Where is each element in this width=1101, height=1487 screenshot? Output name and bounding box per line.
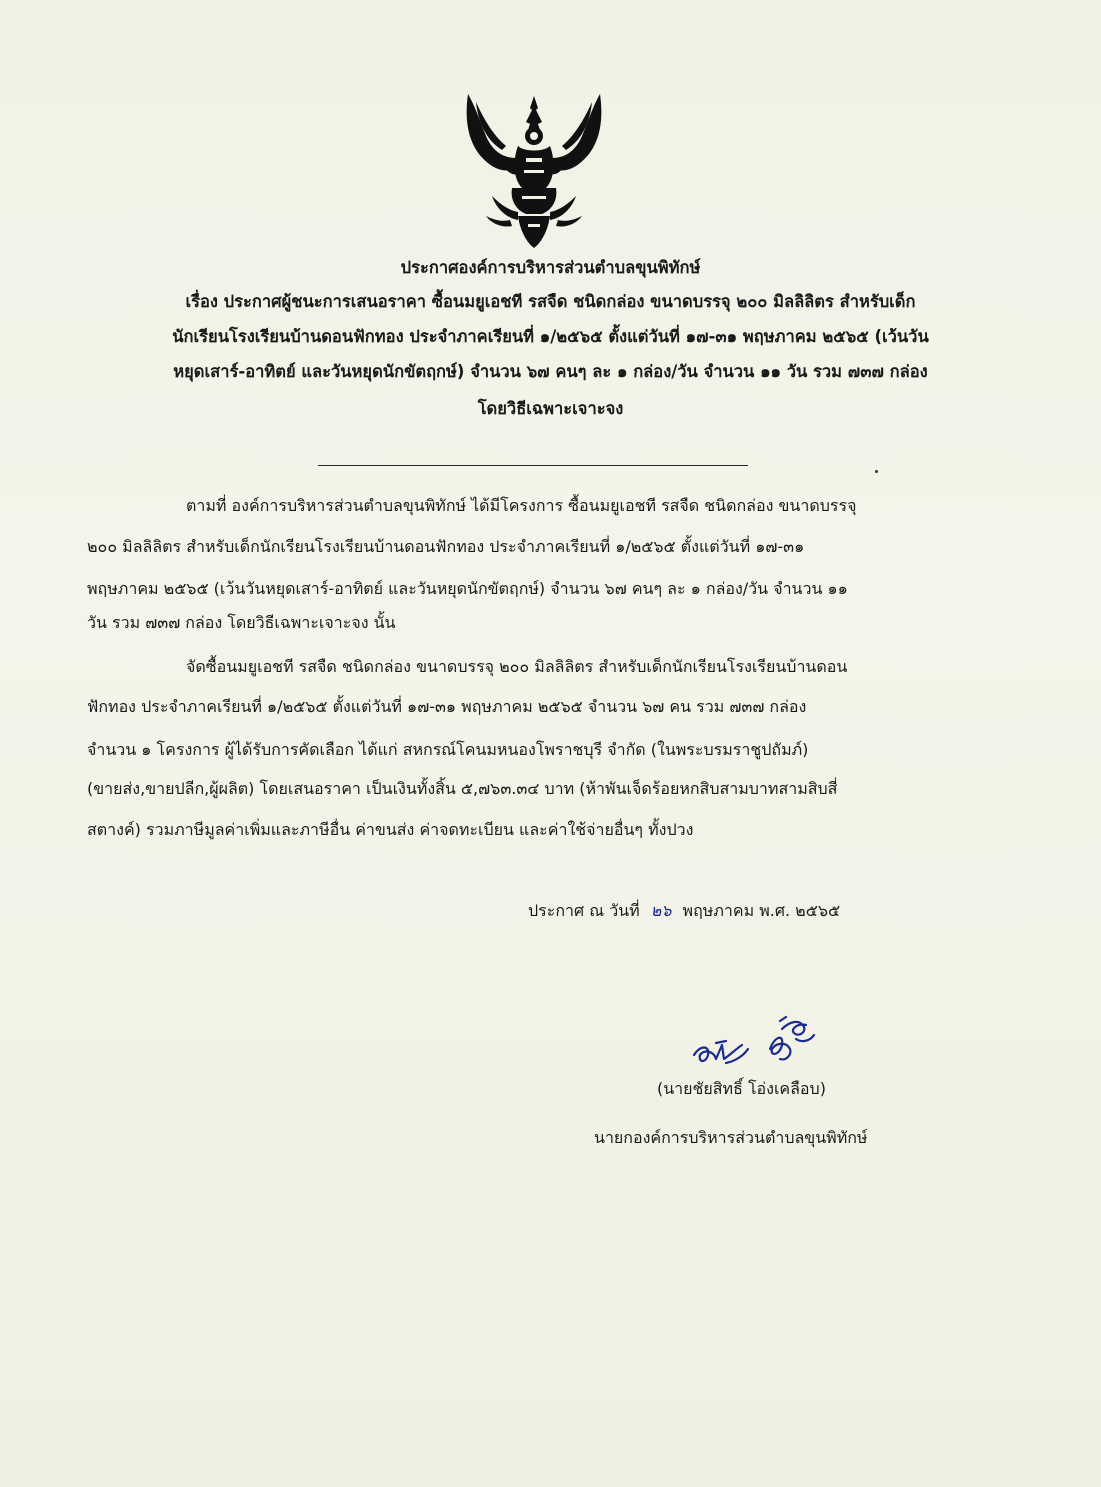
paragraph-2-line-2: ฟักทอง ประจำภาคเรียนที่ ๑/๒๕๖๕ ตั้งแต่วันที่ ๑๗-๓๑ พฤษภาคม ๒๕๖๕ จำนวน ๖๗ คน รวม ๗๓๗ กล่อง bbox=[87, 697, 807, 716]
paragraph-2-line-4: (ขายส่ง,ขายปลีก,ผู้ผลิต) โดยเสนอราคา เป็นเงินทั้งสิ้น ๕,๗๖๓.๓๔ บาท (ห้าพันเจ็ดร้อยหกสิบสามบาทสามสิบสี่ bbox=[87, 779, 838, 798]
subject-line-2: นักเรียนโรงเรียนบ้านดอนฟักทอง ประจำภาคเรียนที่ ๑/๒๕๖๕ ตั้งแต่วันที่ ๑๗-๓๑ พฤษภาคม ๒๕๖๕ (เว้นวัน bbox=[172, 327, 929, 346]
handwritten-signature bbox=[686, 1015, 826, 1077]
paragraph-2-line-5: สตางค์) รวมภาษีมูลค่าเพิ่มและภาษีอื่น ค่าขนส่ง ค่าจดทะเบียน และค่าใช้จ่ายอื่นๆ ทั้งปวง bbox=[87, 820, 694, 839]
paragraph-1-line-1: ตามที่ องค์การบริหารส่วนตำบลขุนพิทักษ์ ได้มีโครงการ ซื้อนมยูเอชที รสจืด ชนิดกล่อง ขนาดบรรจุ bbox=[186, 496, 857, 515]
handwritten-day: ๒๖ bbox=[650, 901, 672, 920]
paragraph-1-line-4: วัน รวม ๗๓๗ กล่อง โดยวิธีเฉพาะเจาะจง นั้น bbox=[87, 613, 396, 632]
date-suffix: พฤษภาคม พ.ศ. ๒๕๖๕ bbox=[682, 901, 841, 920]
paragraph-2-line-3: จำนวน ๑ โครงการ ผู้ได้รับการคัดเลือก ได้แก่ สหกรณ์โคนมหนองโพราชบุรี จำกัด (ในพระบรมราชูปถัมภ์) bbox=[87, 740, 809, 759]
date-prefix: ประกาศ ณ วันที่ bbox=[528, 901, 640, 920]
paragraph-1-line-3: พฤษภาคม ๒๕๖๕ (เว้นวันหยุดเสาร์-อาทิตย์ และวันหยุดนักขัตฤกษ์) จำนวน ๖๗ คนๆ ละ ๑ กล่อง/วัน จำนวน ๑๑ bbox=[87, 579, 848, 598]
paragraph-2-line-1: จัดซื้อนมยูเอชที รสจืด ชนิดกล่อง ขนาดบรรจุ ๒๐๐ มิลลิลิตร สำหรับเด็กนักเรียนโรงเรียนบ้านดอน bbox=[186, 657, 848, 676]
announcement-date bbox=[528, 896, 840, 926]
announcement-heading: ประกาศองค์การบริหารส่วนตำบลขุนพิทักษ์ bbox=[400, 258, 701, 277]
paragraph-1-line-2: ๒๐๐ มิลลิลิตร สำหรับเด็กนักเรียนโรงเรียนบ้านดอนฟักทอง ประจำภาคเรียนที่ ๑/๒๕๖๕ ตั้งแต่วันที่ ๑๗-๓๑ bbox=[87, 537, 805, 556]
signer-name: (นายชัยสิทธิ์ โอ่งเคลือบ) bbox=[657, 1079, 826, 1098]
subject-line-1: เรื่อง ประกาศผู้ชนะการเสนอราคา ซื้อนมยูเอชที รสจืด ชนิดกล่อง ขนาดบรรจุ ๒๐๐ มิลลิลิตร สำหรับเด็ก bbox=[185, 292, 916, 311]
signer-title: นายกองค์การบริหารส่วนตำบลขุนพิทักษ์ bbox=[594, 1128, 868, 1147]
heading-divider bbox=[318, 465, 748, 466]
subject-line-3: หยุดเสาร์-อาทิตย์ และวันหยุดนักขัตฤกษ์) จำนวน ๖๗ คนๆ ละ ๑ กล่อง/วัน จำนวน ๑๑ วัน รวม ๗๓๗ กล่อง bbox=[173, 362, 928, 381]
garuda-emblem-icon bbox=[462, 92, 606, 250]
stray-dot bbox=[875, 470, 878, 473]
subject-line-4: โดยวิธีเฉพาะเจาะจง bbox=[477, 399, 624, 418]
